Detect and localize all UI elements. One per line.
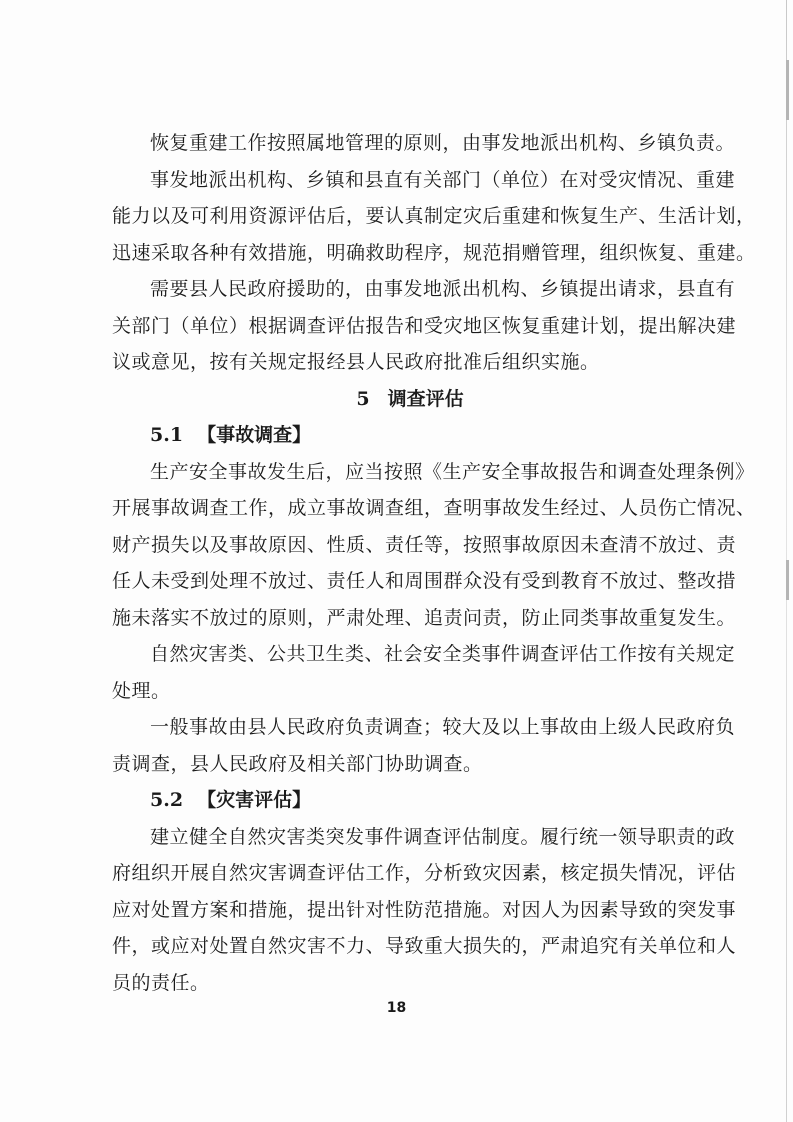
text-line: 生产安全事故发生后，应当按照《生产安全事故报告和调查处理条例》: [150, 460, 755, 483]
text-line: 施未落实不放过的原则，严肃处理、追责问责，防止同类事故重复发生。: [112, 606, 737, 629]
paragraph: [112, 819, 737, 1002]
section-heading: [112, 381, 708, 418]
text-line: 件，或应对处置自然灾害不力、导致重大损失的，严肃追究有关单位和人: [112, 935, 737, 957]
text-line: 恢复重建工作按照属地管理的原则，由事发地派出机构、乡镇负责。: [150, 132, 736, 154]
text-line: 财产损失以及事故原因、性质、责任等，按照事故原因未查清不放过、责: [112, 533, 737, 556]
text-line: 一般事故由县人民政府负责调查；较大及以上事故由上级人民政府负: [150, 716, 736, 738]
subsection-heading: [112, 417, 708, 454]
text-line: 责调查，县人民政府及相关部门协助调查。: [112, 752, 483, 775]
document-body: [112, 125, 756, 1001]
paragraph: [112, 454, 756, 637]
text-line: 建立健全自然灾害类突发事件调查评估制度。履行统一领导职责的政: [150, 825, 736, 848]
text-line: 开展事故调查工作，成立事故调查组，查明事故发生经过、人员伤亡情况、: [112, 497, 756, 519]
text-line: 自然灾害类、公共卫生类、社会安全类事件调查评估工作按有关规定: [150, 643, 736, 665]
text-line: 议或意见，按有关规定报经县人民政府批准后组织实施。: [112, 351, 600, 373]
paragraph: [112, 709, 736, 782]
text-line: 事发地派出机构、乡镇和县直有关部门（单位）在对受灾情况、重建: [150, 168, 736, 191]
subsection-number: 5.2: [150, 789, 184, 811]
scan-edge-mark: [786, 560, 789, 600]
text-line: 处理。: [112, 679, 171, 702]
section-number: 5: [356, 387, 370, 410]
subsection-heading: [112, 782, 708, 819]
paragraph: [112, 125, 736, 162]
text-line: 需要县人民政府援助的，由事发地派出机构、乡镇提出请求，县直有: [150, 278, 736, 300]
section-title: 调查评估: [387, 387, 464, 410]
paragraph: [112, 636, 736, 709]
scan-edge-mark: [786, 60, 789, 120]
page-number: 18: [386, 1000, 407, 1016]
text-line: 员的责任。: [112, 971, 210, 994]
text-line: 能力以及可利用资源评估后，要认真制定灾后重建和恢复生产、生活计划，: [112, 205, 756, 227]
subsection-title: 【灾害评估】: [197, 789, 312, 811]
subsection-number: 5.1: [150, 424, 184, 446]
text-line: 应对处置方案和措施，提出针对性防范措施。对因人为因素导致的突发事: [112, 898, 737, 921]
paragraph: [112, 271, 737, 381]
subsection-title: 【事故调查】: [197, 424, 312, 446]
text-line: 府组织开展自然灾害调查评估工作，分析致灾因素，核定损失情况，评估: [112, 862, 737, 884]
text-line: 关部门（单位）根据调查评估报告和受灾地区恢复重建计划，提出解决建: [112, 314, 737, 337]
text-line: 任人未受到处理不放过、责任人和周围群众没有受到教育不放过、整改措: [112, 570, 737, 592]
paragraph: [112, 162, 756, 272]
text-line: 迅速采取各种有效措施，明确救助程序，规范捐赠管理，组织恢复、重建。: [112, 241, 756, 264]
